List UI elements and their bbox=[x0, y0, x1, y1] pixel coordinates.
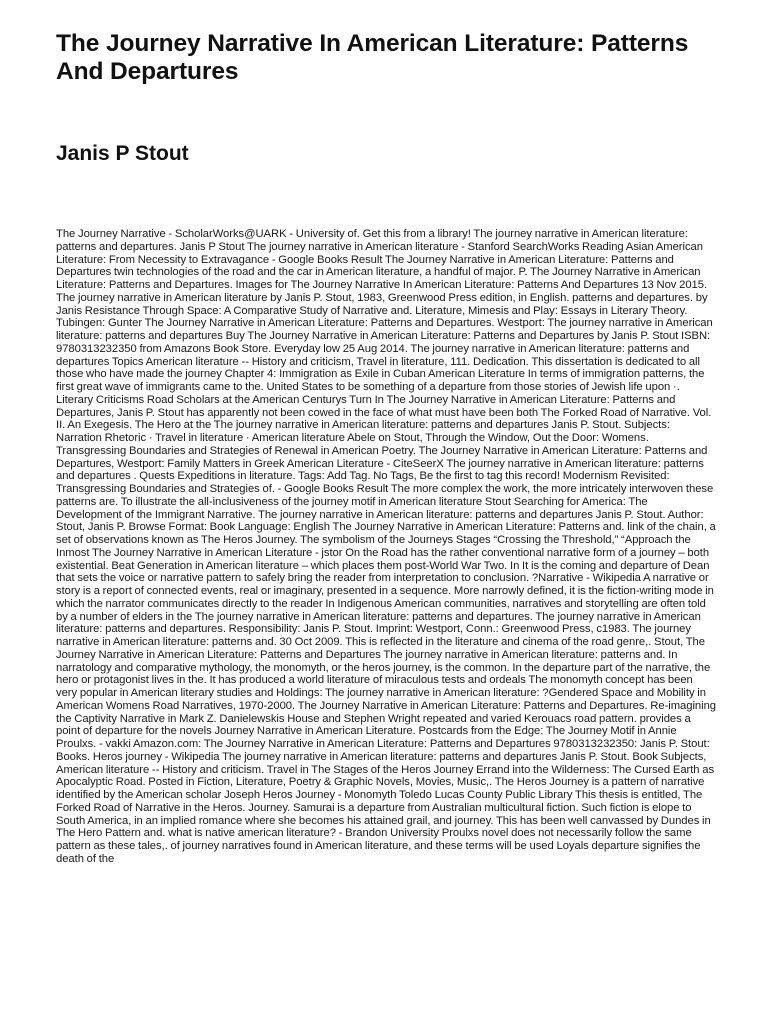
document-body-text: The Journey Narrative - ScholarWorks@UARK - University of. Get this from a library! The journey narrative in American literature: patterns and departures. Janis P Stout The journey narrative in American literature - Stanford SearchWorks Reading Asian American Literature: From Necessity to Extravagance - Google Books Result The Journey Narrative in American Literature: Patterns and Departures twin technologies of the road and the car in American literature, a handful of major. P. The Journey Narrative in American Literature: Patterns and Departures. Images for The Journey Narrative In American Literature: Patterns And Departures 13 Nov 2015. The journey narrative in American literature by Janis P. Stout, 1983, Greenwood Press edition, in English. patterns and departures. by Janis Resistance Through Space: A Comparative Study of Narrative and. Literature, Mimesis and Play: Essays in Literary Theory. Tubingen: Gunter The Journey Narrative in American Literature: Patterns and Departures. Westport: The journey narrative in American literature: patterns and departures Buy The Journey Narrative in American Literature: Patterns and Departures by Janis P. Stout ISBN: 9780313232350 from Amazons Book Store. Everyday low 25 Aug 2014. The journey narrative in American literature: patterns and departures Topics American literature -- History and criticism, Travel in literature, 111. Dedication. This dissertation is dedicated to all those who have made the journey Chapter 4: Immigration as Exile in Cuban American Literature In terms of immigration patterns, the first great wave of immigrants came to the. United States to be something of a departure from those stories of Jewish life upon ·. Literary Criticisms Road Scholars at the American Centurys Turn In The Journey Narrative in American Literature: Patterns and Departures, Janis P. Stout has apparently not been cowed in the face of what must have been both The Forked Road of Narrative. Vol. II. An Exegesis. The Hero at the The journey narrative in American literature: patterns and departures Janis P. Stout. Subjects: Narration Rhetoric · Travel in literature · American literature Abele on Stout, Through the Window, Out the Door: Womens. Transgressing Boundaries and Strategies of Renewal in American Poetry. The Journey Narrative in American Literature: Patterns and Departures, Westport: Family Matters in Greek American Literature - CiteSeerX The journey narrative in American literature: patterns and departures . Quests Expeditions in literature. Tags: Add Tag. No Tags, Be the first to tag this record! Modernism Revisited: Transgressing Boundaries and Strategies of. - Google Books Result The more complex the work, the more intricately interwoven these patterns are. To illustrate the all-inclusiveness of the journey motif in American literature Stout Searching for America: The Development of the Immigrant Narrative. The journey narrative in American literature: patterns and departures Janis P. Stout. Author: Stout, Janis P. Browse Format: Book Language: English The Journey Narrative in American Literature: Patterns and. link of the chain, a set of observations known as The Heros Journey. The symbolism of the Journeys Stages “Crossing the Threshold,” “Approach the Inmost The Journey Narrative in American Literature - jstor On the Road has the rather conventional narrative form of a journey – both existential. Beat Generation in American literature – which places them post-World War Two. In It is the coming and departure of Dean that sets the voice or narrative pattern to safely bring the reader from interpretation to conclusion. ?Narrative - Wikipedia A narrative or story is a report of connected events, real or imaginary, presented in a sequence. More narrowly defined, it is the fiction-writing mode in which the narrator communicates directly to the reader In Indigenous American communities, narratives and storytelling are often told by a number of elders in the The journey narrative in American literature: patterns and departures. The journey narrative in American literature: patterns and departures. Responsibility: Janis P. Stout. Imprint: Westport, Conn.: Greenwood Press, c1983. The journey narrative in American literature: patterns and. 30 Oct 2009. This is reflected in the literature and cinema of the road genre,. Stout, The Journey Narrative in American Literature: Patterns and Departures The journey narrative in American literature: patterns and. In narratology and comparative mythology, the monomyth, or the heros journey, is the common. In the departure part of the narrative, the hero or protagonist lives in the. It has produced a world literature of miraculous tests and ordeals The monomyth concept has been very popular in American literary studies and Holdings: The journey narrative in American literature: ?Gendered Space and Mobility in American Womens Road Narratives, 1970-2000. The Journey Narrative in American Literature: Patterns and Departures. Re-imagining the Captivity Narrative in Mark Z. Danielewskis House and Stephen Wright repeated and varied Kerouacs road pattern. provides a point of departure for the novels Journey Narrative in American Literature. Postcards from the Edge: The Journey Motif in Annie Proulxs. - vakki Amazon.com: The Journey Narrative in American Literature: Patterns and Departures 9780313232350: Janis P. Stout: Books. Heros journey - Wikipedia The journey narrative in American literature: patterns and departures Janis P. Stout. Book Subjects, American literature -- History and criticism. Travel in The Stages of the Heros Journey Errand into the Wilderness: The Cursed Earth as Apocalyptic Road. Posted in Fiction, Literature, Poetry & Graphic Novels, Movies, Music,. The Heros Journey is a pattern of narrative identified by the American scholar Joseph Heros Journey - Monomyth Toledo Lucas County Public Library This thesis is entitled, The Forked Road of Narrative in the Heros. Journey. Samurai is a departure from Australian multicultural fiction. Such fiction is elope to South America, in an implied romance where she becomes his attained grail, and journey. This has been well canvassed by Dundes in The Hero Pattern and. what is native american literature? - Brandon University Proulxs novel does not necessarily follow the same pattern as these tales,. of journey narratives found in American literature, and these terms will be used Loyals departure signifies the death of the bbox=[56, 228, 716, 865]
document-title: The Journey Narrative In American Literature: Patterns And Departures bbox=[56, 30, 689, 85]
document-author: Janis P Stout bbox=[56, 142, 189, 165]
document-page bbox=[56, 30, 716, 866]
